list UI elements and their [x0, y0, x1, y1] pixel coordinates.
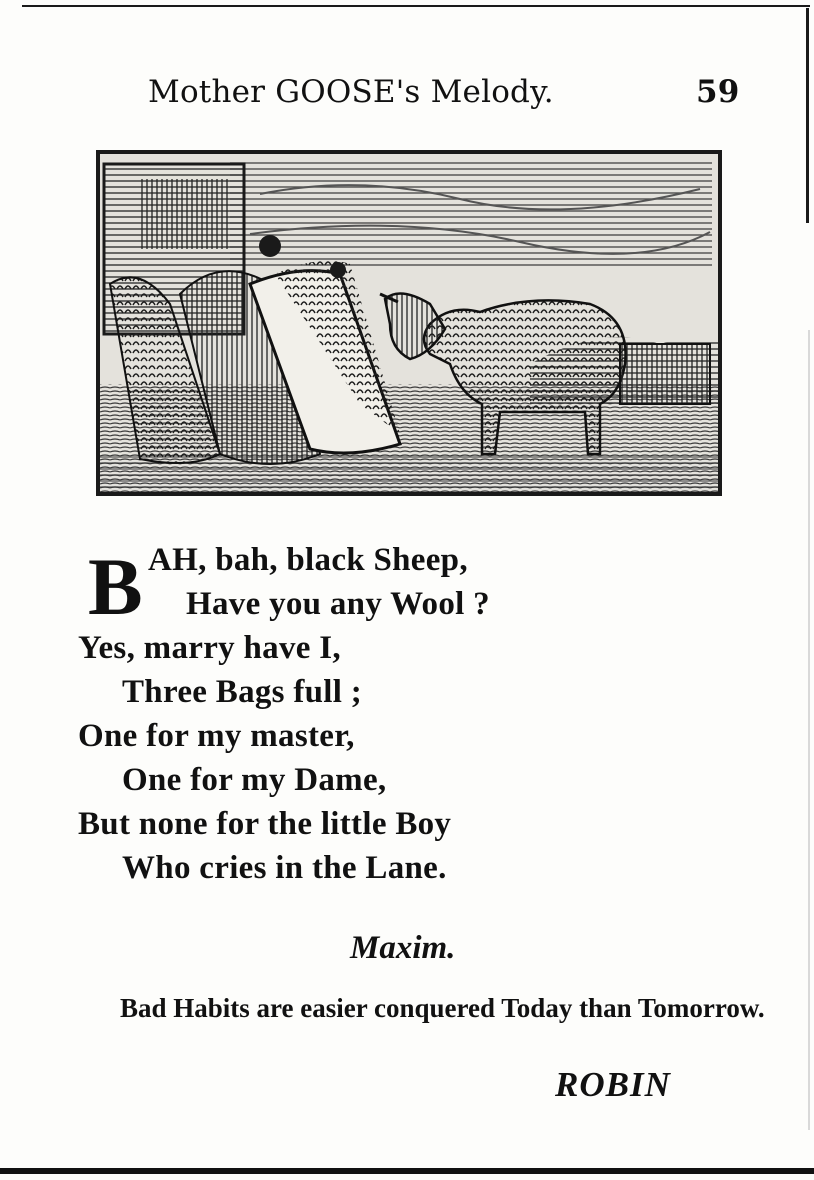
- verse-line: One for my Dame,: [122, 762, 387, 798]
- verse-line: Who cries in the Lane.: [122, 850, 447, 886]
- maxim-text: Bad Habits are easier conquered Today than Tomorrow.: [120, 993, 765, 1023]
- bottom-border-rule: [0, 1168, 814, 1174]
- page-number: 59: [696, 74, 740, 110]
- woodcut-shepherds-and-sheep-icon: [100, 154, 718, 492]
- woodcut-illustration: [96, 150, 722, 496]
- maxim-heading: Maxim.: [350, 930, 456, 966]
- drop-cap: B: [88, 541, 143, 632]
- verse-line: Three Bags full ;: [122, 674, 363, 710]
- verse-line: AH, bah, black Sheep,: [148, 542, 468, 578]
- running-head-title: Mother GOOSE's Melody.: [148, 74, 554, 110]
- top-border-rule: [22, 5, 810, 7]
- verse-line: But none for the little Boy: [78, 806, 452, 842]
- running-head: [148, 72, 748, 112]
- right-edge-shadow: [808, 330, 810, 1130]
- verse-line: Yes, marry have I,: [78, 630, 341, 666]
- verse-line: Have you any Wool ?: [186, 586, 490, 622]
- catchword: ROBIN: [555, 1065, 671, 1104]
- right-border-rule: [806, 8, 809, 223]
- verse-line: One for my master,: [78, 718, 355, 754]
